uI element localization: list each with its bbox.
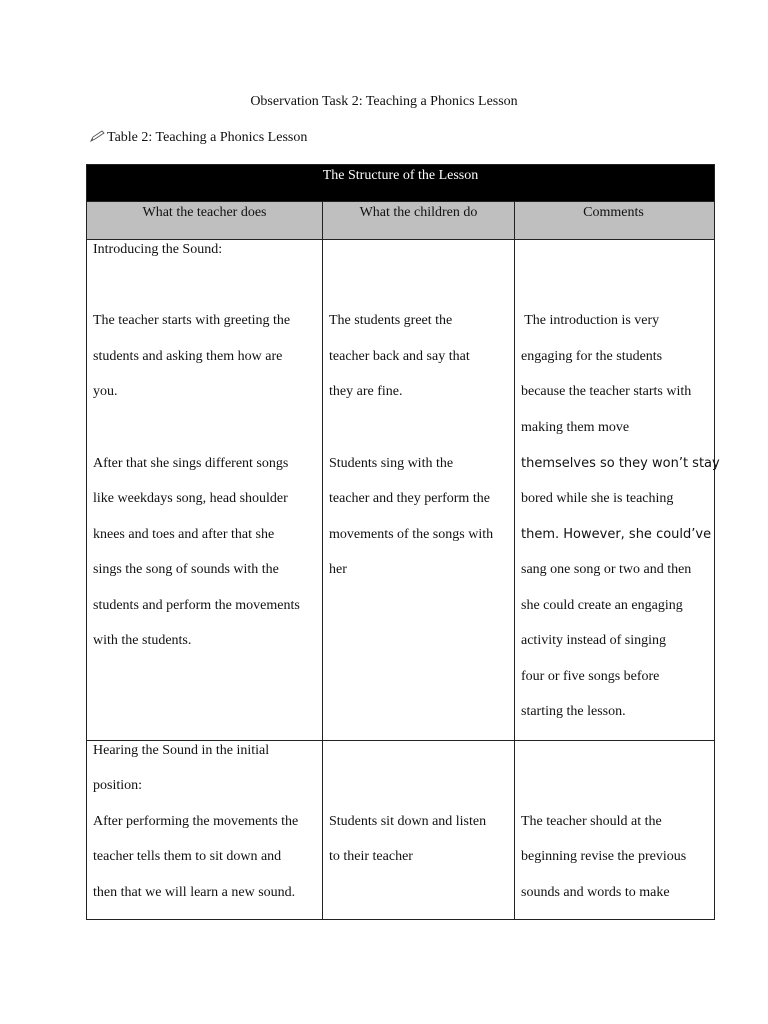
row-heading: Hearing the Sound in the initial [93,743,270,758]
text-line: Students sit down and listen [329,814,487,829]
text-line: to their teacher [329,849,413,864]
table-row [87,740,714,919]
text-line: The students greet the [329,313,453,328]
text-line: activity instead of singing [521,633,667,648]
text-line: teacher and they perform the [329,491,490,506]
text-line: After performing the movements the [93,814,299,829]
text-line: sings the song of sounds with the [93,562,279,577]
text-line: sang one song or two and then [521,562,692,577]
teacher-cell [87,240,323,740]
column-header-comments: Comments [583,205,644,220]
text-line: four or five songs before [521,669,660,684]
text-line: you. [93,384,118,399]
text-line: them. However, she could’ve [521,527,712,542]
column-header-teacher: What the teacher does [87,202,323,239]
text-line: with the students. [93,633,192,648]
table-row [87,239,720,740]
text-line: like weekdays song, head shoulder [93,491,288,506]
text-line: students and perform the movements [93,598,300,613]
text-line: knees and toes and after that she [93,527,275,542]
teacher-cell [87,741,323,919]
text-line: The teacher should at the [521,814,662,829]
text-line: movements of the songs with [329,527,494,542]
table-header: The Structure of the Lesson [87,165,714,201]
table-caption-text: Table 2: Teaching a Phonics Lesson [107,130,308,145]
column-header-children: What the children do [323,202,515,239]
lesson-structure-table [86,164,720,920]
text-line: bored while she is teaching [521,491,674,506]
text-line: Students sing with the [329,456,454,471]
table-caption [90,128,307,148]
column-headers [87,201,714,239]
text-line: teacher tells them to sit down and [93,849,282,864]
text-line: because the teacher starts with [521,384,692,399]
children-cell [323,240,515,740]
text-line: After that she sings different songs [93,456,289,471]
text-line: teacher back and say that [329,349,470,364]
text-line: The teacher starts with greeting the [93,313,291,328]
text-line: then that we will learn a new sound. [93,885,296,900]
text-line: The introduction is very [521,313,660,328]
children-cell [323,741,515,919]
text-line: her [329,562,347,577]
comments-cell [515,240,720,740]
text-line: they are fine. [329,384,403,399]
document-title: Observation Task 2: Teaching a Phonics Lesson [250,94,518,109]
pencil-icon [90,129,106,141]
text-line: beginning revise the previous [521,849,687,864]
text-line: starting the lesson. [521,704,626,719]
comments-cell [515,741,712,919]
row-heading: position: [93,778,143,793]
text-line: making them move [521,420,630,435]
text-line: themselves so they won’t stay [521,456,720,471]
text-line: students and asking them how are [93,349,283,364]
text-line: sounds and words to make [521,885,670,900]
text-line: engaging for the students [521,349,663,364]
row-heading: Introducing the Sound: [93,242,223,257]
text-line: she could create an engaging [521,598,683,613]
